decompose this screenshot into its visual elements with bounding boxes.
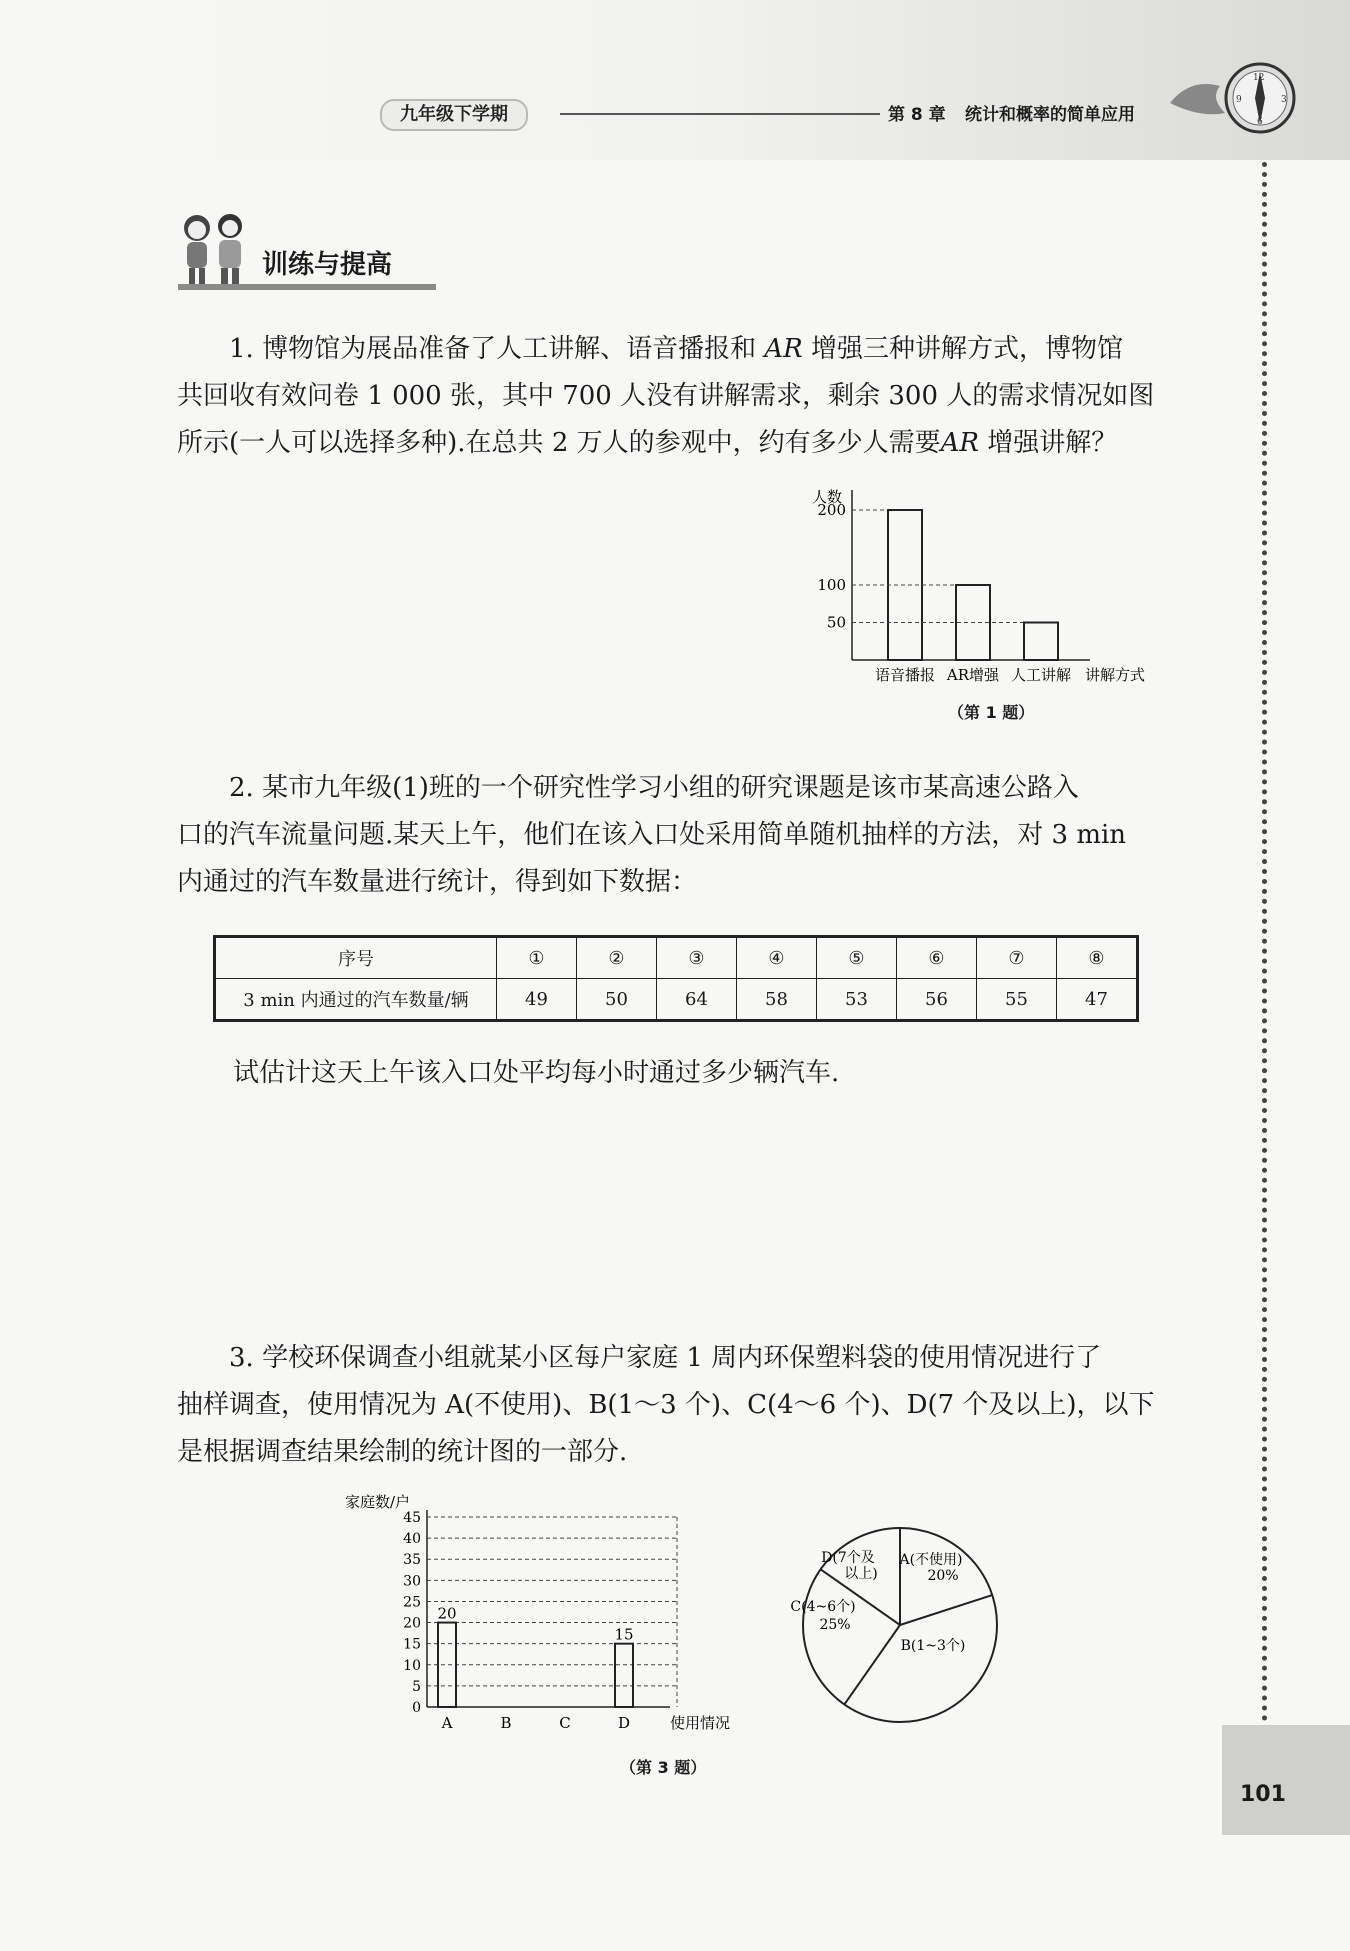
y-tick-label: 10 xyxy=(403,1657,421,1674)
table-value-cell: 49 xyxy=(497,979,577,1021)
table-index-cell: ③ xyxy=(657,937,737,979)
y-tick-label: 35 xyxy=(403,1552,421,1569)
page-number-tab xyxy=(1222,1725,1350,1835)
pie-slice-label: C(4~6个) xyxy=(790,1599,856,1615)
students-icon xyxy=(172,210,262,290)
question-2-question: 试估计这天上午该入口处平均每小时通过多少辆汽车. xyxy=(233,1058,840,1088)
question-3-number: 3. xyxy=(229,1343,254,1373)
svg-text:6: 6 xyxy=(1257,117,1263,127)
table-index-cell: ⑧ xyxy=(1057,937,1138,979)
y-tick-label: 15 xyxy=(403,1636,421,1653)
x-tick-label: C xyxy=(559,1714,571,1732)
x-tick-label: A xyxy=(441,1714,453,1732)
pie-slice-label: D(7个及 xyxy=(821,1550,875,1566)
table-row-label: 3 min 内通过的汽车数量/辆 xyxy=(215,979,497,1021)
ar-term: AR xyxy=(764,334,803,364)
header-divider xyxy=(560,113,880,115)
pie-slice-divider xyxy=(900,1595,992,1625)
chart-2-bar-chart xyxy=(335,1490,755,1750)
question-3-line2: 抽样调查，使用情况为 A(不使用)、B(1～3 个)、C(4～6 个)、D(7 个及以上)，以下 xyxy=(177,1390,1155,1420)
section-title: 训练与提高 xyxy=(262,250,393,280)
y-axis-label: 人数 xyxy=(812,488,843,506)
table-row xyxy=(215,937,1138,979)
question-2-line1: 某市九年级(1)班的一个研究性学习小组的研究课题是该市某高速公路入 xyxy=(262,773,1079,803)
x-tick-label: AR增强 xyxy=(946,666,1000,684)
x-tick-label: 人工讲解 xyxy=(1010,666,1072,684)
question-1-line1b: 增强三种讲解方式，博物馆 xyxy=(810,334,1123,364)
y-tick-label: 5 xyxy=(412,1678,421,1695)
svg-text:9: 9 xyxy=(1236,95,1242,105)
chart-1-bar-chart xyxy=(800,480,1180,700)
svg-text:3: 3 xyxy=(1281,95,1287,105)
pie-slice-label: A(不使用) xyxy=(899,1552,963,1568)
ar-term: AR xyxy=(940,428,979,458)
question-1-line2: 共回收有效问卷 1 000 张，其中 700 人没有讲解需求，剩余 300 人的需求情况如图 xyxy=(177,381,1155,411)
chapter-number: 第 8 章 xyxy=(888,105,946,125)
table-index-cell: ⑤ xyxy=(817,937,897,979)
chapter-title: 统计和概率的简单应用 xyxy=(965,105,1135,125)
y-tick-label: 45 xyxy=(403,1510,421,1526)
question-1-line3b: 增强讲解？ xyxy=(987,428,1118,458)
question-3-line1: 学校环保调查小组就某小区每户家庭 1 周内环保塑料袋的使用情况进行了 xyxy=(262,1343,1102,1373)
table-index-cell: ⑥ xyxy=(897,937,977,979)
question-2-line2: 口的汽车流量问题.某天上午，他们在该入口处采用简单随机抽样的方法，对 3 min xyxy=(177,820,1127,850)
bar xyxy=(438,1623,456,1707)
question-1-line3a: 所示(一人可以选择多种).在总共 2 万人的参观中，约有多少人需要 xyxy=(177,428,941,458)
x-axis-label: 使用情况 xyxy=(670,1714,731,1732)
y-tick-label: 50 xyxy=(826,613,846,632)
x-axis-label: 讲解方式 xyxy=(1085,666,1146,684)
y-tick-label: 200 xyxy=(817,501,846,519)
pie-slice-label: 25% xyxy=(819,1617,851,1633)
question-1-text xyxy=(177,326,1167,467)
section-underline xyxy=(178,284,436,290)
compass-icon xyxy=(1160,58,1300,138)
question-3-caption: （第 3 题） xyxy=(620,1758,707,1777)
margin-dotted-rule xyxy=(1262,162,1267,1722)
question-3-line3: 是根据调查结果绘制的统计图的一部分. xyxy=(177,1437,628,1467)
pie-slice-label: 以上) xyxy=(844,1566,878,1582)
traffic-data-table xyxy=(213,935,1139,1022)
svg-text:12: 12 xyxy=(1253,73,1265,83)
question-1-number: 1. xyxy=(229,334,254,364)
chart-3-pie-chart xyxy=(785,1510,1015,1740)
y-tick-label: 30 xyxy=(403,1573,421,1590)
bar xyxy=(1024,623,1058,661)
x-tick-label: B xyxy=(500,1714,512,1732)
y-tick-label: 40 xyxy=(403,1531,421,1548)
table-value-cell: 64 xyxy=(657,979,737,1021)
x-tick-label: D xyxy=(617,1714,631,1732)
y-tick-label: 100 xyxy=(817,576,846,594)
table-index-cell: ② xyxy=(577,937,657,979)
table-index-cell: ④ xyxy=(737,937,817,979)
table-value-cell: 53 xyxy=(817,979,897,1021)
question-1-caption: （第 1 题） xyxy=(948,703,1035,722)
pie-slice-label: B(1~3个) xyxy=(900,1638,966,1654)
grade-label: 九年级下学期 xyxy=(380,99,528,131)
table-value-cell: 47 xyxy=(1057,979,1138,1021)
data-label: 15 xyxy=(614,1625,634,1644)
table-value-cell: 56 xyxy=(897,979,977,1021)
pie-slice-label: 20% xyxy=(927,1568,959,1584)
pie-slice-divider xyxy=(844,1625,900,1704)
table-value-cell: 58 xyxy=(737,979,817,1021)
table-index-cell: ⑦ xyxy=(977,937,1057,979)
y-tick-label: 0 xyxy=(412,1700,421,1716)
table-value-cell: 55 xyxy=(977,979,1057,1021)
data-label: 20 xyxy=(437,1604,457,1623)
bar xyxy=(615,1644,633,1707)
y-tick-label: 25 xyxy=(403,1594,421,1611)
question-2-text xyxy=(177,765,1167,906)
table-row xyxy=(215,979,1138,1021)
table-header-label: 序号 xyxy=(215,937,497,979)
y-tick-label: 20 xyxy=(403,1615,421,1632)
question-1-line1a: 博物馆为展品准备了人工讲解、语音播报和 xyxy=(262,334,757,364)
question-2-prompt xyxy=(177,1050,1167,1097)
y-axis-label: 家庭数/户 xyxy=(345,1493,411,1511)
table-index-cell: ① xyxy=(497,937,577,979)
x-tick-label: 语音播报 xyxy=(874,666,936,684)
question-2-line3: 内通过的汽车数量进行统计，得到如下数据： xyxy=(177,867,698,897)
table-value-cell: 50 xyxy=(577,979,657,1021)
page-header-band xyxy=(0,0,1350,160)
page-number: 101 xyxy=(1240,1782,1286,1807)
question-3-text xyxy=(177,1335,1167,1476)
question-2-number: 2. xyxy=(229,773,254,803)
